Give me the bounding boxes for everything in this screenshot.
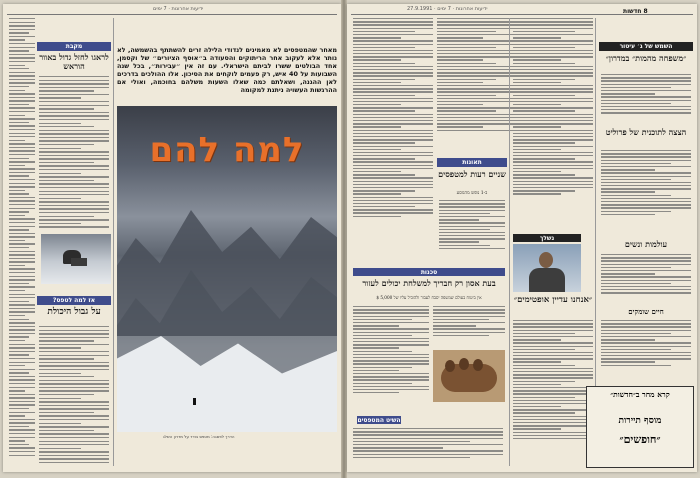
column-body-3 (601, 254, 691, 306)
right-column-divider (509, 18, 510, 466)
dangers-body-2 (433, 306, 505, 346)
dangers-subline: אין ביטוח בעולם שמשפה יסבח לעבור ולהוביל עליו של 5,000 $ (376, 295, 482, 300)
hands-photo (433, 350, 505, 402)
ad-line-2: מוסף תיירות (618, 416, 662, 426)
mountain-photo (117, 106, 337, 432)
right-col-1 (353, 18, 433, 254)
ad-line-1: קרא מחר ב״חדשות״ (610, 390, 670, 399)
profile-header: נשלך (513, 234, 581, 242)
top-rule (7, 14, 337, 15)
column-headline-4: חיים שומקים (628, 307, 664, 316)
profile-body (513, 320, 593, 468)
sidebar-headline: לראגו לחזל גדול באוור הוראש (39, 52, 109, 71)
column-headline-2: הצצה לתוכנית של פרוליט (605, 127, 687, 137)
left-edge-column (9, 18, 35, 458)
intro-text: מאחר שהמטפסים לא מאמינים לנדודי הלילה זרים להשתתף בהשמשה, לא נותר אלא לעקוב אחר הריתוקים והסעודה ב״אוסף הציורים״ של וקסמן, אחד הבולטים ששרו לביתם הישראלי. עם זה אין ״עבירות״, בכל שנה השבועות על 40 איש, רק פעמים לוקחים את הסיכון. אלו ההולכים בדרכים לאן ההגנה, ושאלתם כמה שאלו השעות משלהם בחוכמה, ואולי אם ההרגשות העשויה ניתנת למקומה (117, 46, 337, 94)
sidebar-photo (41, 234, 111, 284)
section-logo: 8 חדשות (623, 8, 648, 15)
dangers-header: סכנות (353, 268, 505, 276)
left-page (3, 4, 341, 472)
accidents-body (439, 200, 505, 260)
ad-line-3: ״חופשים״ (619, 433, 661, 446)
column-header: השמש של ג׳ עיטור (599, 42, 693, 51)
photo-caption: הדרך לפסגה: מטפס בודד על מדרון השלג (163, 434, 235, 439)
bottom-body (353, 428, 503, 468)
dangers-body-1 (353, 306, 429, 414)
sidebar-body (39, 76, 109, 230)
sidebar2-body (39, 326, 109, 466)
profile-headline: ״אנחנו עדיין אופטימים״ (513, 295, 593, 305)
profile-photo (513, 244, 581, 292)
sidebar-header: מקבת (37, 42, 111, 51)
tourism-supplement-ad (586, 386, 694, 468)
sidebar2-header: אז למה לטפס? (37, 296, 111, 305)
small-header: השיט המטפסים (357, 417, 401, 424)
dangers-headline: בעת אסון רק חבריך למשלחת יכולים לעזור (362, 278, 496, 288)
right-col-2 (437, 18, 513, 154)
column-body-2 (601, 150, 691, 234)
right-running-head: ידיעות אחרונות · 7 ימים · 27.9.1991 (407, 6, 488, 12)
column-body-1 (601, 74, 691, 126)
accidents-headline: שניים רעות למטפסים (438, 169, 506, 179)
accidents-subline: ב-1 נופש מהמסע (456, 191, 488, 196)
accidents-header: תאונות (437, 158, 507, 167)
column-headline-3: עולמות ונשים (624, 239, 668, 249)
right-col-3 (513, 18, 593, 230)
sidebar2-headline: על גבול היכולת (47, 307, 101, 317)
column-headline-1: ״משפחה מהמות״ במדרון״ (605, 53, 687, 63)
climber-figure (193, 398, 196, 405)
column-divider (113, 18, 114, 466)
photo-title: למה להם (149, 130, 305, 170)
column-body-4 (601, 320, 691, 382)
left-running-head: ידיעות אחרונות · 7 ימים (153, 6, 204, 12)
